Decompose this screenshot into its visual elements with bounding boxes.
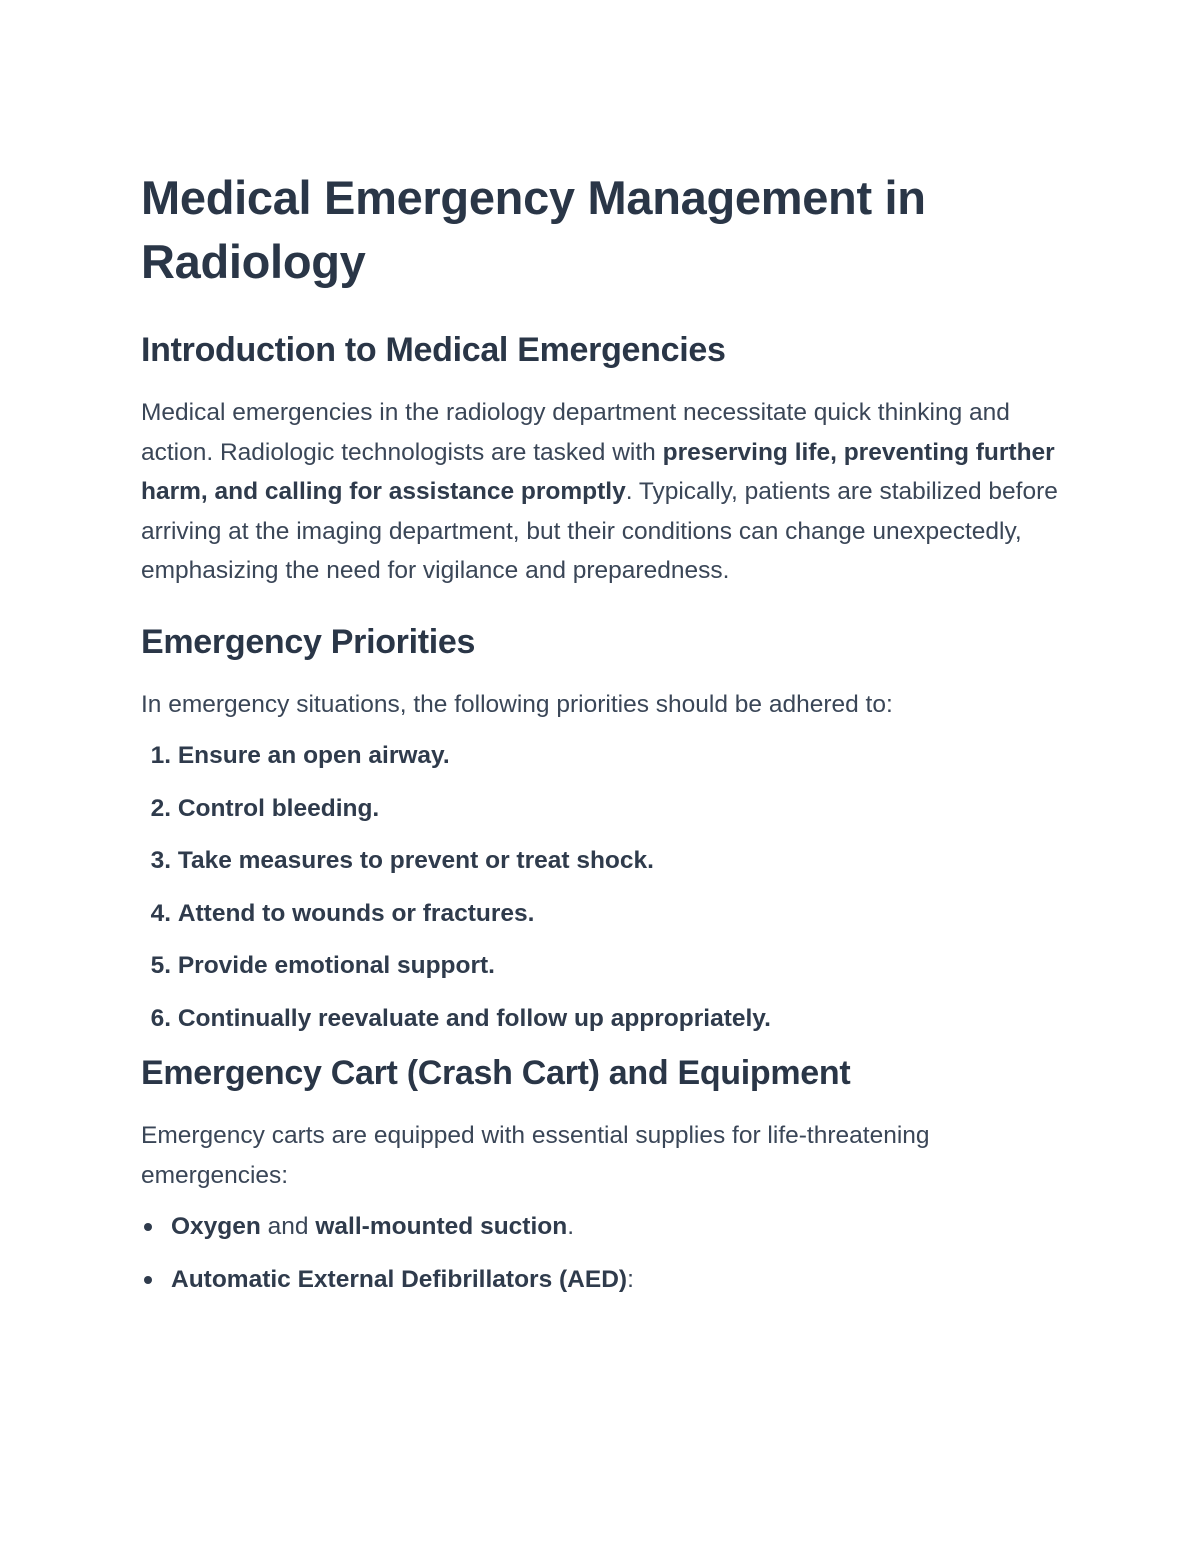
list-text xyxy=(171,1260,634,1300)
list-item xyxy=(141,894,1061,934)
list-text xyxy=(171,1207,574,1247)
list-item xyxy=(141,789,1061,829)
list-text: Control bleeding. xyxy=(177,794,380,822)
list-item xyxy=(141,841,1061,881)
list-item xyxy=(141,1260,1061,1300)
heading-emergency-priorities: Emergency Priorities xyxy=(141,622,476,661)
list-number: 1. xyxy=(150,742,171,769)
bullet-icon xyxy=(144,1223,152,1231)
list-text-bold: Oxygen xyxy=(171,1213,261,1240)
list-text: Take measures to prevent or treat shock. xyxy=(177,847,654,874)
intro-text-end: . Typically, patients are stabilized before arriving at the imaging department, but their conditions can change unexpectedly, emphasizing the need for vigilance and preparedness. xyxy=(141,478,1058,584)
intro-text-emphasis: preserving life, preventing further harm, and calling for assistance promptly xyxy=(141,438,1055,505)
list-item xyxy=(141,999,1061,1039)
cart-list xyxy=(141,1207,1061,1300)
intro-paragraph xyxy=(141,393,1061,591)
bullet-icon xyxy=(144,1276,152,1284)
list-text-end: . xyxy=(567,1213,574,1240)
list-item xyxy=(141,1207,1061,1247)
list-text: Attend to wounds or fractures. xyxy=(177,899,535,927)
list-item xyxy=(141,736,1061,776)
document-page xyxy=(141,166,1061,1312)
priorities-list xyxy=(141,736,1061,1039)
list-number: 2. xyxy=(150,794,171,822)
list-text: Provide emotional support. xyxy=(177,952,495,979)
list-text-plain: and xyxy=(260,1213,316,1240)
list-text: Ensure an open airway. xyxy=(177,742,450,769)
intro-text-start: Medical emergencies in the radiology department necessitate quick thinking and action. Radiologic technologists are tasked with xyxy=(141,399,1010,466)
priorities-lead: In emergency situations, the following priorities should be adhered to: xyxy=(141,690,893,718)
list-text-bold: Automatic External Defibrillators (AED) xyxy=(171,1265,628,1293)
list-text-end: : xyxy=(627,1265,634,1293)
list-number: 6. xyxy=(150,1004,171,1032)
heading-emergency-cart: Emergency Cart (Crash Cart) and Equipment xyxy=(141,1054,851,1092)
cart-lead: Emergency carts are equipped with essential supplies for life-threatening emergencies: xyxy=(141,1122,930,1189)
document-title: Medical Emergency Management in Radiology xyxy=(141,171,926,288)
list-number: 5. xyxy=(150,952,171,979)
heading-introduction: Introduction to Medical Emergencies xyxy=(141,331,726,369)
list-text-bold: wall-mounted suction xyxy=(315,1213,568,1240)
list-item xyxy=(141,946,1061,986)
list-number: 4. xyxy=(150,899,171,927)
list-text: Continually reevaluate and follow up appropriately. xyxy=(177,1004,771,1032)
list-number: 3. xyxy=(150,847,171,874)
